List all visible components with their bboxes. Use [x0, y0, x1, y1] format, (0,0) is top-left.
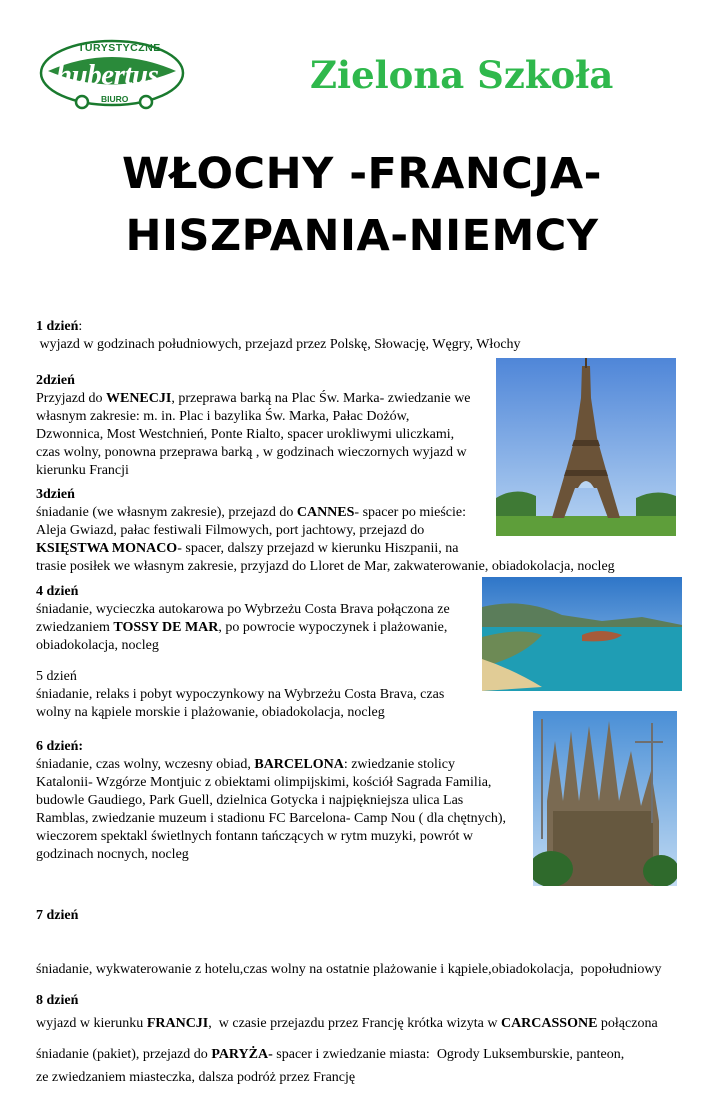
day-6-text: : zwiedzanie stolicy: [343, 757, 456, 772]
day-4-place-tossa: TOSSY DE MAR: [113, 620, 219, 635]
day-8-place-paris: PARYŻA-: [211, 1047, 273, 1062]
day-7-line: ze zwiedzaniem miasteczka, dalsza podróż przez Francję: [36, 1070, 356, 1085]
day-2-line: kierunku Francji: [36, 463, 129, 478]
day-4-section: [36, 583, 450, 655]
logo-bottom-text: BIURO: [101, 94, 129, 104]
sagrada-familia-photo: [533, 711, 677, 886]
day-1-line: wyjazd w godzinach południowych, przejazd przez Polskę, Słowację, Węgry, Włochy: [36, 337, 521, 352]
day-7-heading: 7 dzień: [36, 908, 79, 923]
day-6-line: budowle Gaudiego, Park Guell, dzielnica Gotycka i najpiękniejsza ulica Las: [36, 793, 464, 808]
day-2-line: własnym zakresie: m. in. Plac i bazylika Św. Marka, Pałac Dożów,: [36, 409, 410, 424]
day-1-heading: 1 dzień: [36, 319, 79, 334]
day-6-text: śniadanie, czas wolny, wczesny obiad,: [36, 757, 255, 772]
day-6-place-barcelona: BARCELONA: [254, 757, 344, 772]
logo-top-text: TURYSTYCZNE: [78, 42, 161, 54]
day-4-text: zwiedzaniem: [36, 620, 114, 635]
day-3-text: śniadanie (we własnym zakresie), przejazd do: [36, 505, 297, 520]
day-6-line: Katalonii- Wzgórze Montjuic z obiektami olimpijskimi, kościół Sagrada Familia,: [36, 775, 492, 790]
day-4-text: , po powrocie wypoczynek i plażowanie,: [218, 620, 448, 635]
day-4-heading: 4 dzień: [36, 584, 79, 599]
day-2-place-venice: WENECJI: [105, 391, 172, 406]
day-2-line: Dzwonnica, Most Westchnień, Ponte Rialto, spacer urokliwymi uliczkami,: [36, 427, 455, 442]
day-7-text: połączona: [597, 1016, 658, 1031]
day-2-line: czas wolny, ponowna przeprawa barką , w godzinach wieczornych wyjazd w: [36, 445, 467, 460]
day-8-text: spacer i zwiedzanie miasta: Ogrody Luksemburskie, panteon,: [272, 1047, 625, 1062]
day-7-text: , w czasie przejazdu przez Francję krótka wizyta w: [208, 1016, 501, 1031]
day-4-line: obiadokolacja, nocleg: [36, 638, 159, 653]
hubertus-logo: [38, 38, 186, 112]
day-3-place-monaco: KSIĘSTWA MONACO: [36, 541, 178, 556]
day-5-section: [36, 668, 444, 722]
day-6-line: Ramblas, zwiedzanie muzeum i stadionu FC Barcelona- Camp Nou ( dla chętnych),: [36, 811, 507, 826]
day-7-line: śniadanie, wykwaterowanie z hotelu,czas wolny na ostatnie plażowanie i kąpiele,obiadokolacja, popołudniowy: [36, 962, 662, 977]
day-3-place-cannes: CANNES: [296, 505, 355, 520]
day-6-heading: 6 dzień:: [36, 739, 84, 754]
day-7-place-france: FRANCJI: [146, 1016, 209, 1031]
day-6-line: wieczorem spektakl świetlnych fontann tańczących w rytm muzyki, powrót w: [36, 829, 473, 844]
day-3-line: trasie posiłek we własnym zakresie, przyjazd do Lloret de Mar, zakwaterowanie, obiadokolacja, nocleg: [36, 559, 615, 574]
main-title: [0, 143, 724, 267]
day-5-line: wolny na kąpiele morskie i plażowanie, obiadokolacja, nocleg: [36, 705, 385, 720]
day-6-line: godzinach nocnych, nocleg: [36, 847, 189, 862]
day-7-text: wyjazd w kierunku: [36, 1016, 147, 1031]
day-3-line: Aleja Gwiazd, pałac festiwali Filmowych, port jachtowy, przejazd do: [36, 523, 425, 538]
day-3-text: - spacer po mieście:: [354, 505, 466, 520]
day-8-section: [36, 956, 624, 1082]
header-title: Zielona Szkoła: [310, 53, 614, 97]
costa-brava-coast-photo: [482, 577, 682, 691]
day-5-line: śniadanie, relaks i pobyt wypoczynkowy na Wybrzeżu Costa Brava, czas: [36, 687, 445, 702]
day-3-heading: 3dzień: [36, 487, 75, 502]
main-title-line-2: HISZPANIA-NIEMCY: [125, 211, 599, 261]
day-6-section: [36, 738, 506, 864]
logo-main-text: hubertus: [56, 59, 159, 91]
day-5-heading: 5 dzień: [36, 669, 77, 684]
day-8-heading: 8 dzień: [36, 993, 79, 1008]
main-title-line-1: WŁOCHY -FRANCJA-: [122, 149, 602, 199]
day-2-text: Przyjazd do: [36, 391, 106, 406]
day-2-section: [36, 372, 471, 480]
day-2-text: , przeprawa barką na Plac Św. Marka- zwiedzanie we: [171, 391, 471, 406]
day-7-place-carcassone: CARCASSONE: [500, 1016, 598, 1031]
day-3-text: - spacer, dalszy przejazd w kierunku Hiszpanii, na: [177, 541, 459, 556]
day-1-section: [36, 318, 521, 354]
eiffel-tower-photo: [496, 358, 676, 536]
day-2-heading: 2dzień: [36, 373, 75, 388]
day-1-heading-suffix: :: [78, 319, 83, 334]
day-4-line: śniadanie, wycieczka autokarowa po Wybrzeżu Costa Brava połączona ze: [36, 602, 450, 617]
day-8-text: śniadanie (pakiet), przejazd do: [36, 1047, 212, 1062]
